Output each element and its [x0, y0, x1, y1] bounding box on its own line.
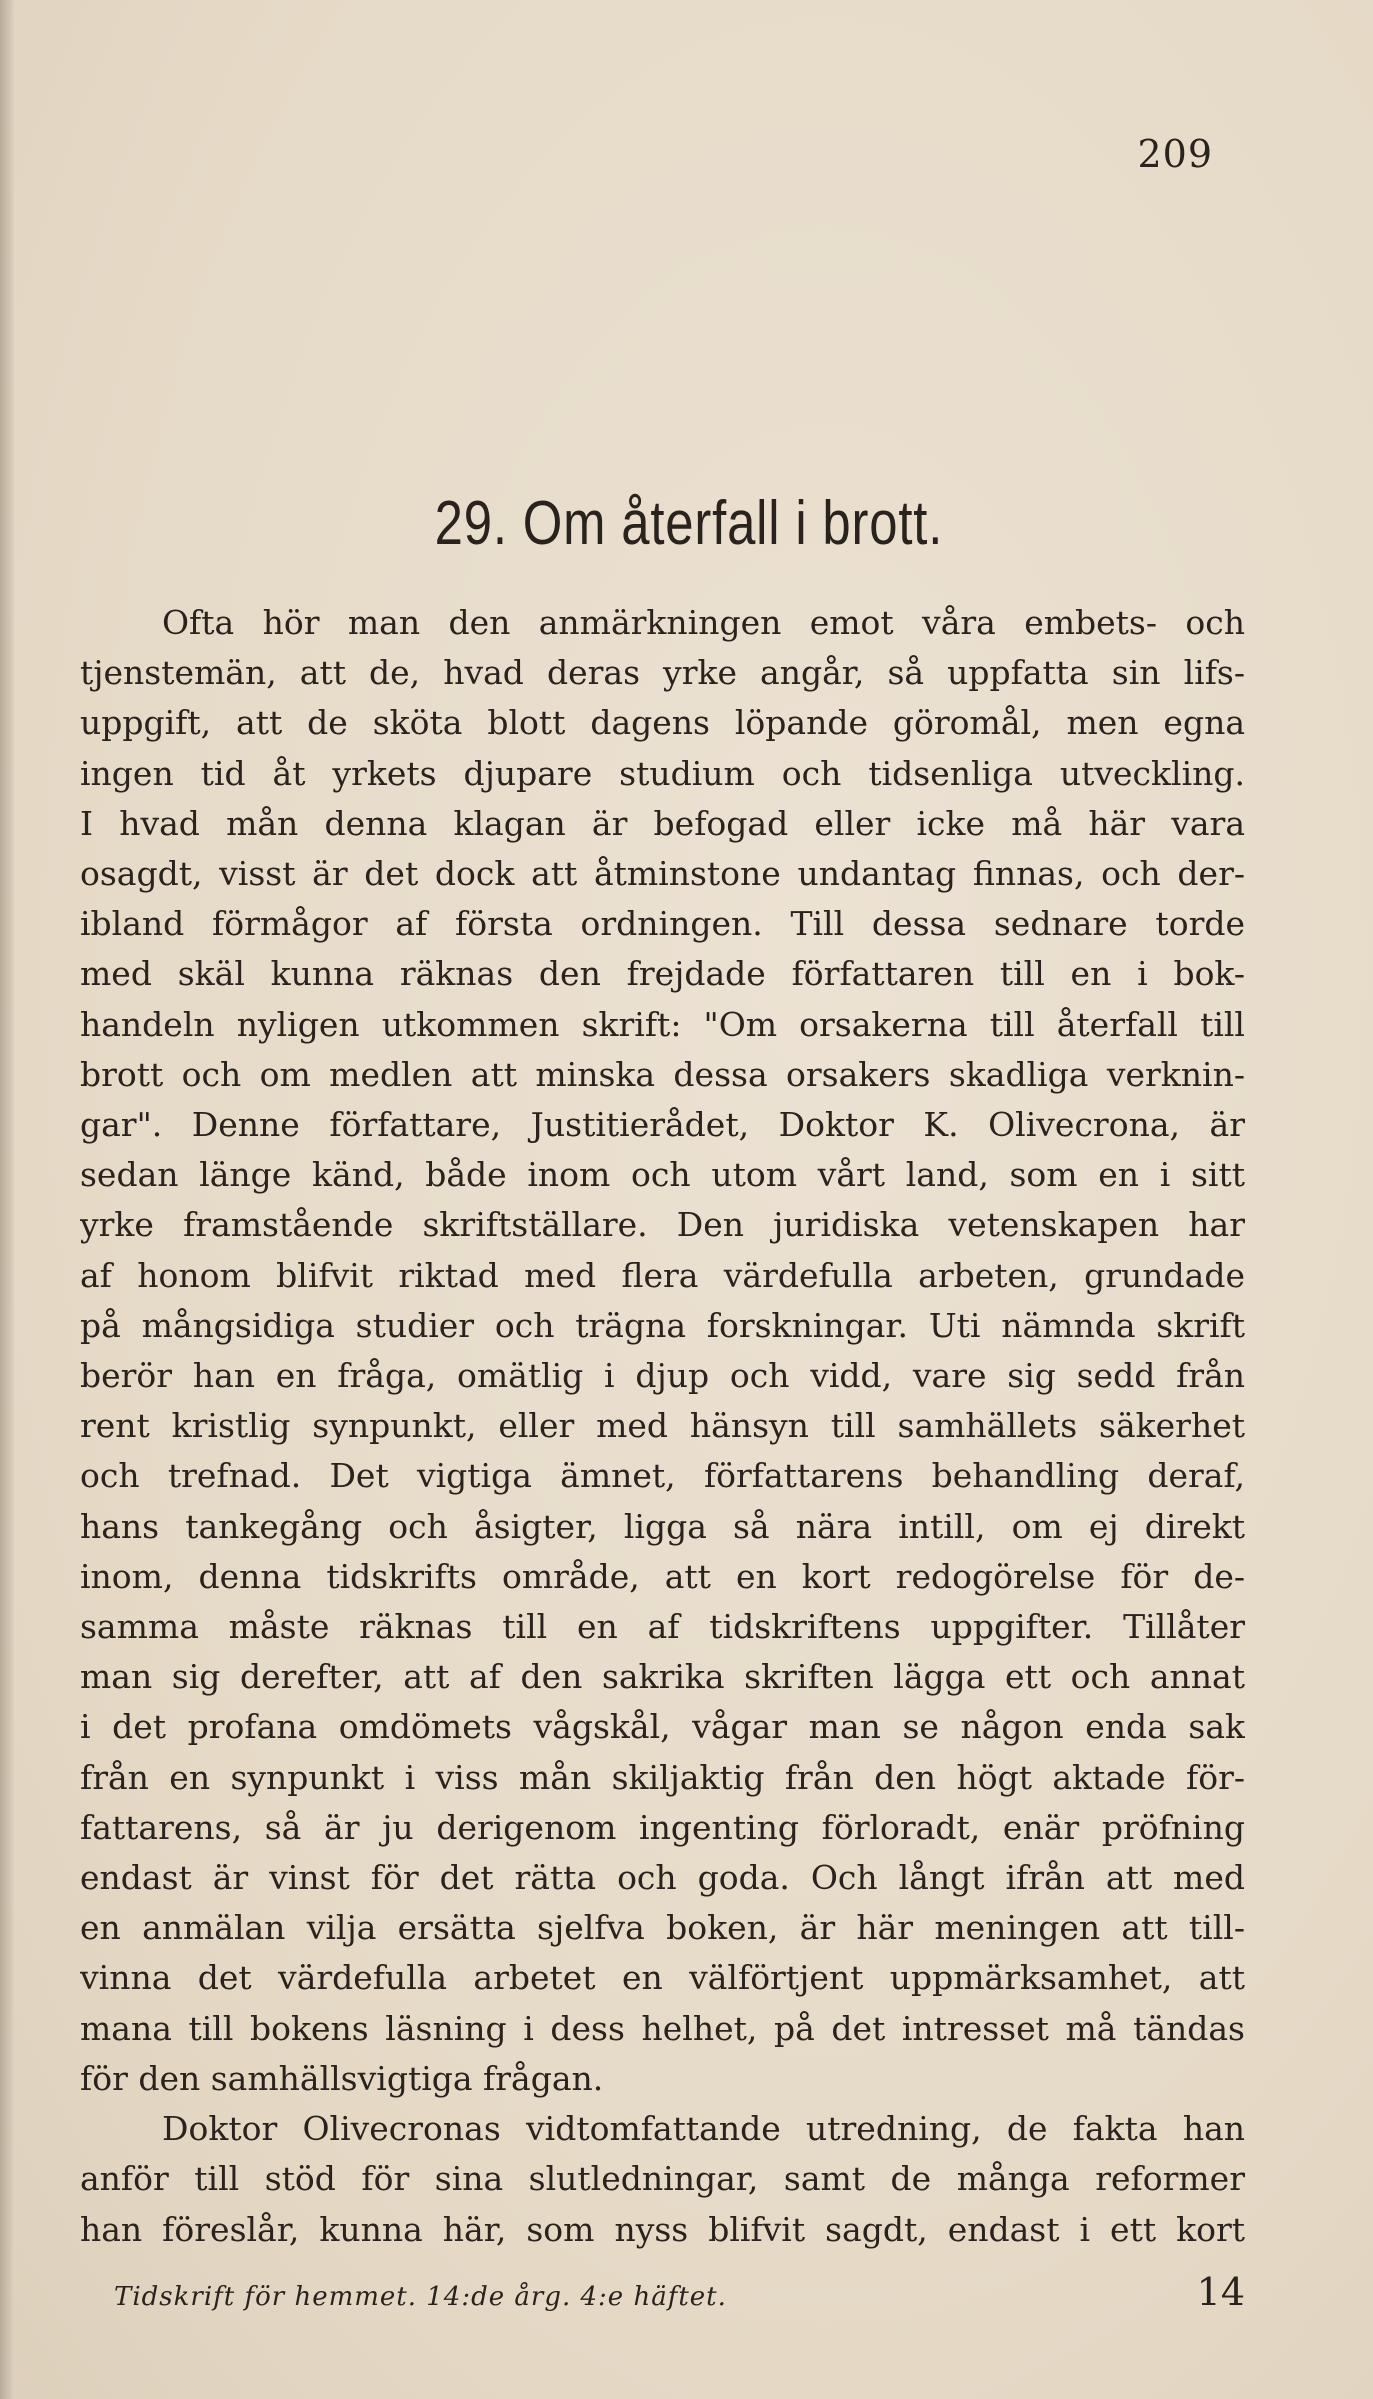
text-line: man sig derefter, att af den sakrika skriften lägga ett och annat — [80, 1657, 1245, 1697]
text-line: i det profana omdömets vågskål, vågar man se någon enda sak — [80, 1707, 1245, 1747]
journal-signature: Tidskrift för hemmet. 14:de årg. 4:e häftet. — [114, 2282, 727, 2312]
text-line: gar". Denne författare, Justitierådet, Doktor K. Olivecrona, är — [80, 1105, 1245, 1145]
text-line: af honom blifvit riktad med flera värdefulla arbeten, grundade — [80, 1255, 1245, 1295]
text-line: inom, denna tidskrifts område, att en kort redogörelse för de- — [80, 1556, 1245, 1596]
text-line: I hvad mån denna klagan är befogad eller icke må här vara — [80, 803, 1245, 843]
text-line: fattarens, så är ju derigenom ingenting förloradt, enär pröfning — [80, 1807, 1245, 1847]
paragraph-1 — [80, 598, 1245, 2104]
text-line: han föreslår, kunna här, som nyss blifvit sagdt, endast i ett kort — [80, 2209, 1245, 2249]
text-line: handeln nyligen utkommen skrift: "Om orsakerna till återfall till — [80, 1004, 1245, 1044]
article-title: 29. Om återfall i brott. — [434, 489, 944, 558]
text-line: på mångsidiga studier och trägna forskningar. Uti nämnda skrift — [80, 1305, 1245, 1345]
paragraph-2 — [80, 2104, 1245, 2255]
text-line: tjenstemän, att de, hvad deras yrke angår, så uppfatta sin lifs- — [80, 653, 1245, 693]
text-line: ingen tid åt yrkets djupare studium och tidsenliga utveckling. — [80, 753, 1245, 793]
page-footer — [80, 2270, 1245, 2320]
text-line: anför till stöd för sina slutledningar, samt de många reformer — [80, 2159, 1245, 2199]
printer-signature-mark: 14 — [1196, 2270, 1245, 2314]
text-line: yrke framstående skriftställare. Den juridiska vetenskapen har — [80, 1205, 1245, 1245]
page-binding-edge — [0, 0, 14, 2399]
text-line: rent kristlig synpunkt, eller med hänsyn till samhällets säkerhet — [80, 1406, 1245, 1446]
text-line: osagdt, visst är det dock att åtminstone undantag finnas, och der- — [80, 854, 1245, 894]
text-line: brott och om medlen att minska dessa orsakers skadliga verknin- — [80, 1054, 1245, 1094]
text-line: och trefnad. Det vigtiga ämnet, författarens behandling deraf, — [80, 1456, 1245, 1496]
text-line: sedan länge känd, både inom och utom vårt land, som en i sitt — [80, 1155, 1245, 1195]
text-line: hans tankegång och åsigter, ligga så nära intill, om ej direkt — [80, 1506, 1245, 1546]
text-line: med skäl kunna räknas den frejdade författaren till en i bok- — [80, 954, 1245, 994]
text-line: för den samhällsvigtiga frågan. — [80, 2058, 604, 2098]
text-line: mana till bokens läsning i dess helhet, på det intresset må tändas — [80, 2008, 1245, 2048]
page-number: 209 — [1137, 132, 1213, 176]
text-line: från en synpunkt i viss mån skiljaktig från den högt aktade för- — [80, 1757, 1245, 1797]
text-line: uppgift, att de sköta blott dagens löpande göromål, men egna — [80, 703, 1245, 743]
text-line: Doktor Olivecronas vidtomfattande utredning, de fakta han — [162, 2109, 1245, 2149]
text-line: endast är vinst för det rätta och goda. Och långt ifrån att med — [80, 1858, 1245, 1898]
text-line: ibland förmågor af första ordningen. Till dessa sednare torde — [80, 904, 1245, 944]
text-line: vinna det värdefulla arbetet en välförtjent uppmärksamhet, att — [80, 1958, 1245, 1998]
text-line: Ofta hör man den anmärkningen emot våra embets- och — [162, 603, 1245, 642]
text-line: en anmälan vilja ersätta sjelfva boken, är här meningen att till- — [80, 1908, 1245, 1948]
text-line: samma måste räknas till en af tidskriftens uppgifter. Tillåter — [80, 1607, 1245, 1647]
article-body — [80, 598, 1245, 2255]
text-line: berör han en fråga, omätlig i djup och vidd, vare sig sedd från — [80, 1356, 1245, 1396]
